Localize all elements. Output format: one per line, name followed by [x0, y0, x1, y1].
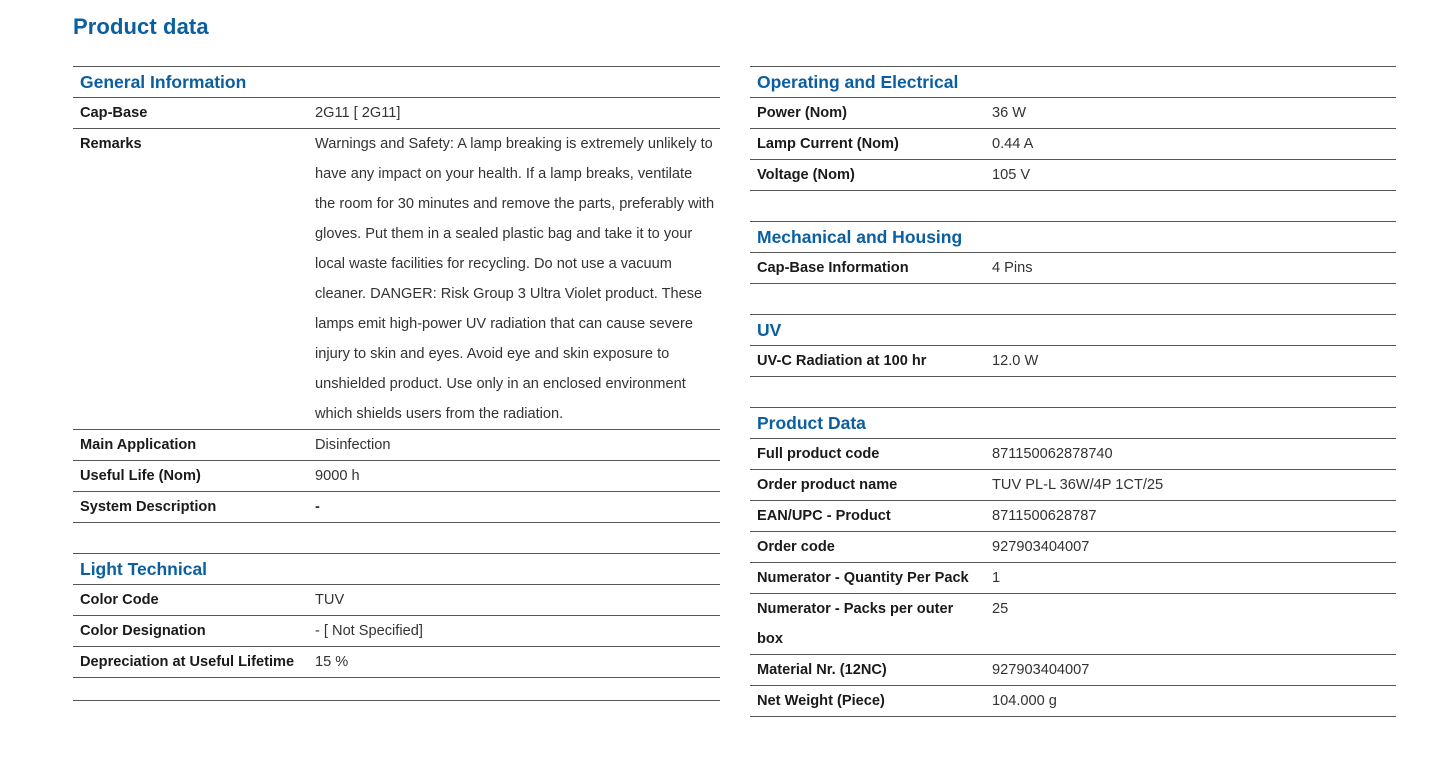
section-spacer [750, 377, 1396, 407]
spec-row-cap-base [73, 98, 720, 129]
spec-label: Depreciation at Useful Lifetime [80, 654, 295, 670]
spec-label: Material Nr. (12NC) [757, 662, 887, 678]
spec-value: 2G11 [ 2G11] [315, 105, 401, 121]
spec-label: Remarks [80, 136, 142, 152]
spec-label: Useful Life (Nom) [80, 468, 201, 484]
spec-value: TUV [315, 592, 345, 608]
spec-row-depreciation [73, 647, 720, 678]
section-spacer [73, 523, 720, 553]
spec-label: Numerator - Quantity Per Pack [757, 570, 969, 586]
spec-row-color-code [73, 585, 720, 616]
spec-row-quantity-per-pack [750, 563, 1396, 594]
section-product-data-title: Product Data [750, 407, 1396, 439]
spec-row-material-nr [750, 655, 1396, 686]
spec-label: Cap-Base [80, 105, 148, 121]
right-column [750, 66, 1396, 717]
spec-label: Color Code [80, 592, 159, 608]
spec-value-remarks: Warnings and Safety: A lamp breaking is extremely unlikely to have any impact on your health. If a lamp breaks, ventilate the room for 30 minutes and remove the parts, preferably with gloves. Put them in a sealed plastic bag and take it to your local waste facilities for recycling. Do not use a vacuum cleaner. DANGER: Risk Group 3 Ultra Violet product. These lamps emit high-power UV radiation that can cause severe injury to skin and eyes. Avoid eye and skin exposure to unshielded product. Use only in an enclosed environment which shields users from the radiation. [315, 136, 715, 422]
spec-row-useful-life [73, 461, 720, 492]
spec-value: 12.0 W [992, 353, 1039, 369]
spec-value: 4 Pins [992, 260, 1033, 276]
spec-value: 0.44 A [992, 136, 1034, 152]
spec-label: Power (Nom) [757, 105, 847, 121]
spec-row-order-code [750, 532, 1396, 563]
spec-value: 927903404007 [992, 662, 1090, 678]
spec-value: 927903404007 [992, 539, 1090, 555]
spec-row-main-application [73, 430, 720, 461]
section-spacer [750, 191, 1396, 221]
spec-label: Color Designation [80, 623, 206, 639]
section-general-information-title: General Information [73, 66, 720, 98]
spec-label: Order code [757, 539, 835, 555]
spec-row-remarks [73, 129, 720, 430]
spec-row-net-weight [750, 686, 1396, 717]
spec-value: 15 % [315, 654, 349, 670]
spec-row-uvc-radiation [750, 346, 1396, 377]
spec-row-order-product-name [750, 470, 1396, 501]
spec-row-color-designation [73, 616, 720, 647]
spec-value: 9000 h [315, 468, 360, 484]
section-light-technical-title: Light Technical [73, 553, 720, 585]
spec-label: Lamp Current (Nom) [757, 136, 899, 152]
spec-row-lamp-current [750, 129, 1396, 160]
section-end-rule [73, 678, 720, 701]
spec-row-ean-upc [750, 501, 1396, 532]
section-mechanical-housing-title: Mechanical and Housing [750, 221, 1396, 253]
spec-value: 36 W [992, 105, 1027, 121]
spec-value: 8711500628787 [992, 508, 1097, 524]
spec-label: EAN/UPC - Product [757, 508, 891, 524]
section-uv-title: UV [750, 314, 1396, 346]
spec-value: 1 [992, 570, 1001, 586]
spec-label: Voltage (Nom) [757, 167, 855, 183]
spec-value: 104.000 g [992, 693, 1057, 709]
spec-row-full-product-code [750, 439, 1396, 470]
spec-row-system-description [73, 492, 720, 523]
spec-value: - [ Not Specified] [315, 623, 423, 639]
section-spacer [750, 284, 1396, 314]
spec-row-cap-base-information [750, 253, 1396, 284]
spec-value: TUV PL-L 36W/4P 1CT/25 [992, 477, 1164, 493]
page-title: Product data [73, 14, 209, 39]
spec-row-voltage [750, 160, 1396, 191]
spec-row-packs-per-outer-box [750, 594, 1396, 655]
spec-label: Net Weight (Piece) [757, 693, 885, 709]
spec-label: Order product name [757, 477, 898, 493]
spec-label: Full product code [757, 446, 880, 462]
spec-label: Main Application [80, 437, 197, 453]
section-operating-electrical-title: Operating and Electrical [750, 66, 1396, 98]
spec-label: Numerator - Packs per outer box [757, 601, 954, 647]
spec-value: 871150062878740 [992, 446, 1113, 462]
left-column [73, 66, 720, 701]
spec-row-power [750, 98, 1396, 129]
spec-label: System Description [80, 499, 217, 515]
spec-label: UV-C Radiation at 100 hr [757, 353, 927, 369]
spec-value: 105 V [992, 167, 1031, 183]
spec-value: - [315, 499, 320, 515]
spec-value: 25 [992, 601, 1009, 617]
spec-value: Disinfection [315, 437, 391, 453]
spec-label: Cap-Base Information [757, 260, 909, 276]
